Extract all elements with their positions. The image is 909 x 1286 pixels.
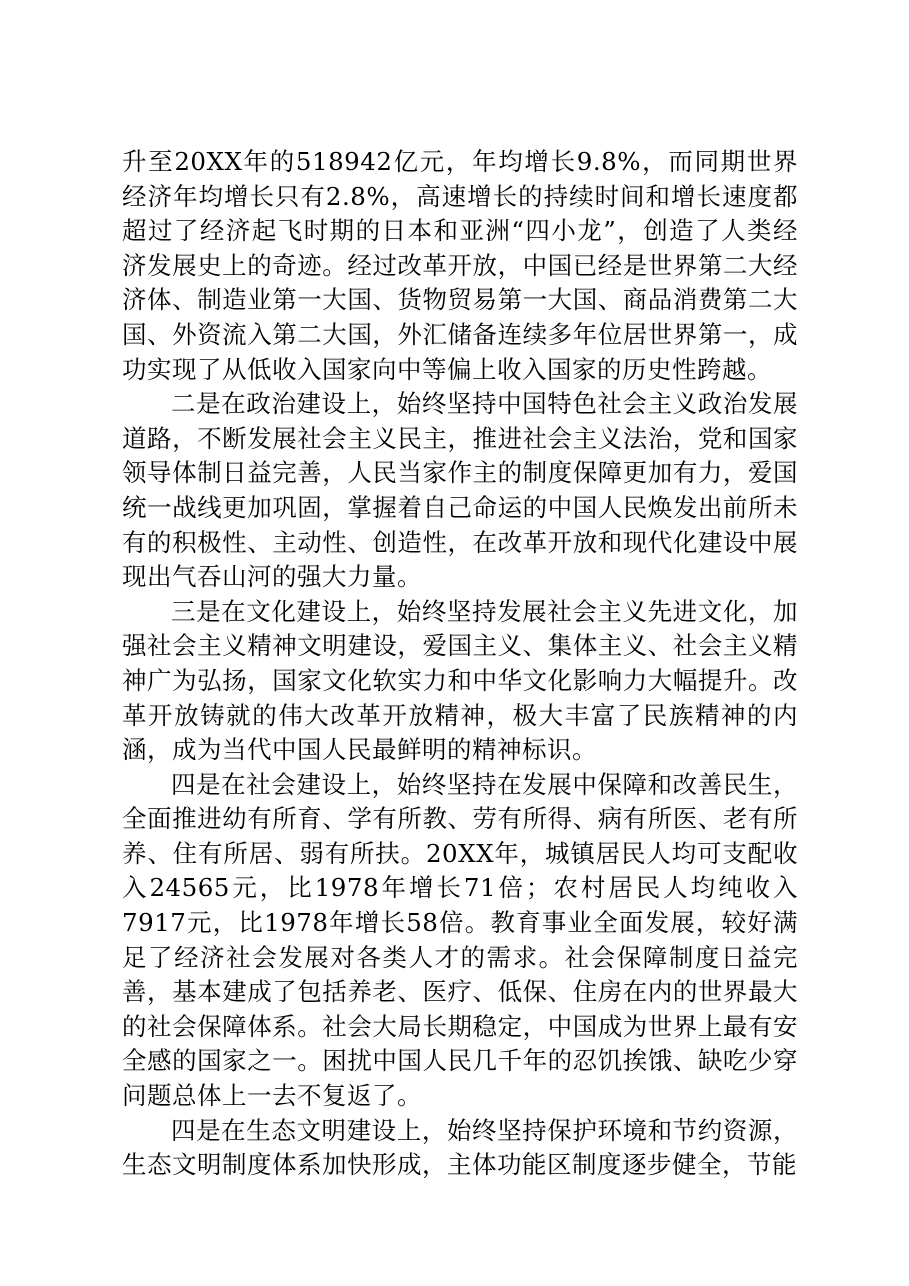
paragraph-social: 四是在社会建设上，始终坚持在发展中保障和改善民生，全面推进幼有所育、学有所教、劳有所得、病有所医、老有所养、住有所居、弱有所扶。20XX年，城镇居民人均可支配收入24565元，比1978年增长71倍；农村居民人均纯收入7917元，比1978年增长58倍。教育事业全面发展，较好满足了经济社会发展对各类人才的需求。社会保障制度日益完善，基本建成了包括养老、医疗、低保、住房在内的世界最大的社会保障体系。社会大局长期稳定，中国成为世界上最有安全感的国家之一。困扰中国人民几千年的忍饥挨饿、缺吃少穿问题总体上一去不复返了。 (122, 769, 798, 1111)
paragraph-ecological: 四是在生态文明建设上，始终坚持保护环境和节约资源，生态文明制度体系加快形成，主体功能区制度逐步健全，节能 (122, 1115, 798, 1180)
paragraph-cultural: 三是在文化建设上，始终坚持发展社会主义先进文化，加强社会主义精神文明建设，爱国主义、集体主义、社会主义精神广为弘扬，国家文化软实力和中华文化影响力大幅提升。改革开放铸就的伟大改革开放精神，极大丰富了民族精神的内涵，成为当代中国人民最鲜明的精神标识。 (122, 596, 798, 765)
paragraph-political: 二是在政治建设上，始终坚持中国特色社会主义政治发展道路，不断发展社会主义民主，推进社会主义法治，党和国家领导体制日益完善，人民当家作主的制度保障更加有力，爱国统一战线更加巩固，掌握着自己命运的中国人民焕发出前所未有的积极性、主动性、创造性，在改革开放和现代化建设中展现出气吞山河的强大力量。 (122, 389, 798, 592)
document-body (122, 145, 798, 1183)
paragraph-economy-continued: 升至20XX年的518942亿元，年均增长9.8%，而同期世界经济年均增长只有2.8%，高速增长的持续时间和增长速度都超过了经济起飞时期的日本和亚洲“四小龙”，创造了人类经济发展史上的奇迹。经过改革开放，中国已经是世界第二大经济体、制造业第一大国、货物贸易第一大国、商品消费第二大国、外资流入第二大国，外汇储备连续多年位居世界第一，成功实现了从低收入国家向中等偏上收入国家的历史性跨越。 (122, 147, 798, 384)
